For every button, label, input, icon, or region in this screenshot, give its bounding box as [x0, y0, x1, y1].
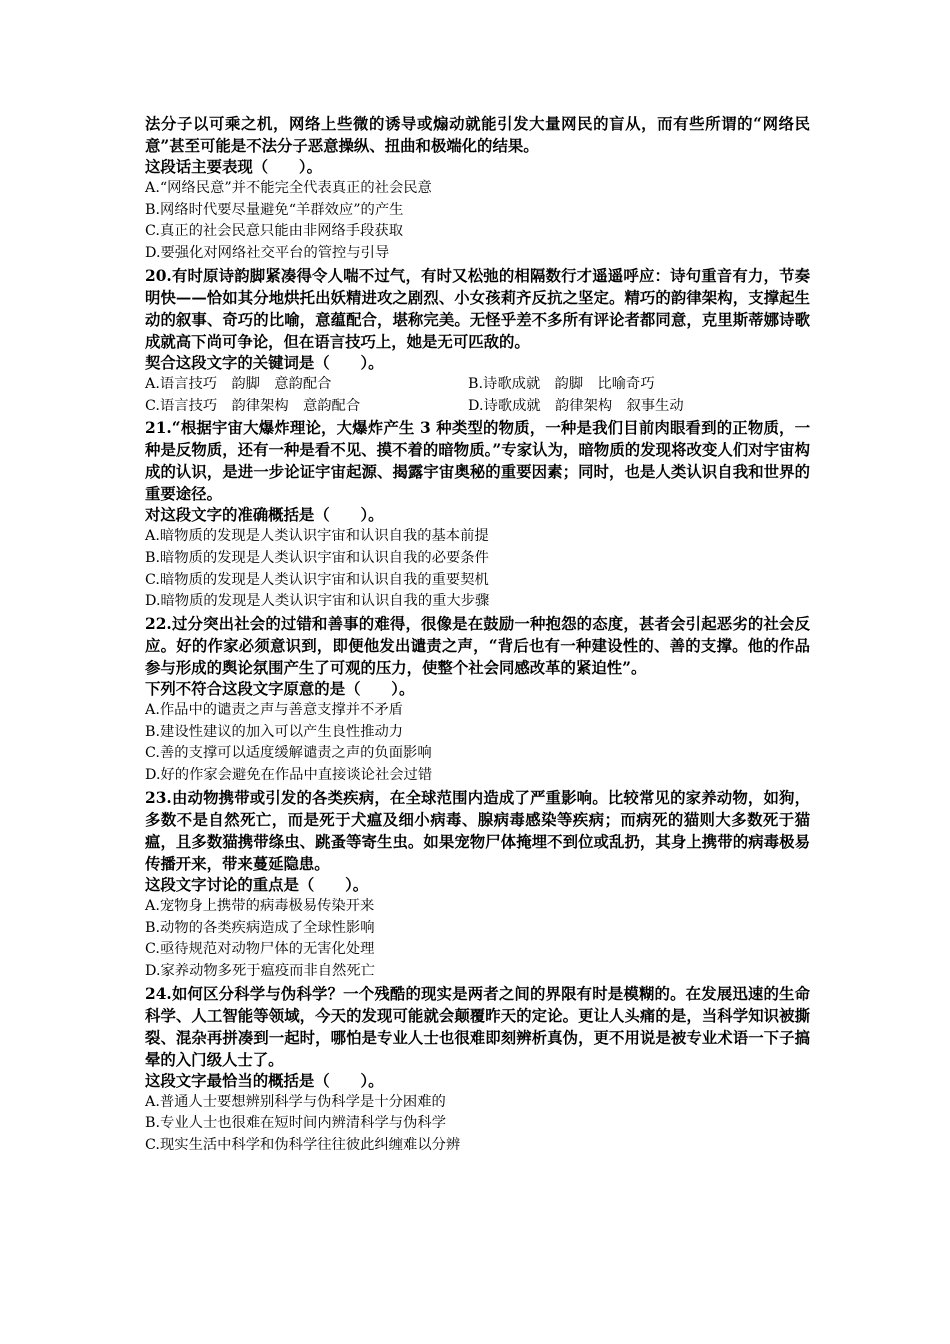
question-stem: 21.“根据宇宙大爆炸理论，大爆炸产生 3 种类型的物质，一种是我们目前肉眼看到的正物质，一种是反物质，还有一种是看不见、摸不着的暗物质。”专家认为，暗物质的发现将改变人们对宇宙构成的认识，是进一步论证宇宙起源、揭露宇宙奥秘的重要因素；同时，也是人类认识自我和世界的重要途径。 — [145, 419, 810, 504]
question-prompt: 这段话主要表现（ ）。 — [145, 158, 322, 176]
option-c: C.真正的社会民意只能由非网络手段获取 — [145, 223, 404, 240]
option-c: C.善的支撑可以适度缓解谴责之声的负面影响 — [145, 745, 432, 762]
option-a: A.“网络民意”并不能完全代表真正的社会民意 — [145, 180, 432, 196]
question-prompt: 下列不符合这段文字原意的是（ ）。 — [145, 680, 415, 699]
question-22 — [145, 613, 810, 787]
option-b: B.网络时代要尽量避免“羊群效应”的产生 — [145, 201, 404, 218]
option-b: B.诗歌成就 韵脚 比喻奇巧 — [468, 375, 655, 392]
question-21 — [145, 417, 810, 613]
question-prompt: 这段文字讨论的重点是（ ）。 — [145, 875, 369, 894]
question-20 — [145, 265, 810, 417]
question-stem: 22.过分突出社会的过错和善事的难得，很像是在鼓励一种抱怨的态度，甚者会引起恶劣的社会反应。好的作家必须意识到，即便他发出谴责之声，“背后也有一种建设性的、善的支撑。他的作品参与形成的舆论氛围产生了可观的压力，使整个社会同感改革的紧迫性”。 — [145, 615, 810, 678]
option-c: C.暗物质的发现是人类认识宇宙和认识自我的重要契机 — [145, 571, 489, 588]
question-24 — [145, 983, 810, 1157]
option-b: B.专业人士也很难在短时间内辨清科学与伪科学 — [145, 1115, 446, 1132]
option-d: D.好的作家会避免在作品中直接谈论社会过错 — [145, 767, 433, 784]
question-prompt: 这段文字最恰当的概括是（ ）。 — [145, 1071, 384, 1090]
options-row — [145, 374, 810, 396]
option-a: A.宠物身上携带的病毒极易传染开来 — [145, 897, 375, 914]
option-d: D.诗歌成就 韵律架构 叙事生动 — [468, 397, 684, 414]
option-c: C.语言技巧 韵律架构 意韵配合 — [145, 397, 361, 414]
question-prompt: 契合这段文字的关键词是（ ）。 — [145, 353, 384, 372]
question-stem: 23.由动物携带或引发的各类疾病，在全球范围内造成了严重影响。比较常见的家养动物，如狗，多数不是自然死亡，而是死于犬瘟及细小病毒、腺病毒感染等疾病；而病死的猫则大多数死于猫瘟，且多数猫携带绦虫、跳蚤等寄生虫。如果宠物尸体掩埋不到位或乱扔，其身上携带的病毒极易传播开来，带来蔓延隐患。 — [145, 788, 810, 873]
question-prompt: 对这段文字的准确概括是（ ）。 — [145, 506, 384, 525]
option-b: B.暗物质的发现是人类认识宇宙和认识自我的必要条件 — [145, 549, 489, 566]
option-a: A.暗物质的发现是人类认识宇宙和认识自我的基本前提 — [145, 528, 489, 545]
question-19-continued — [145, 113, 810, 265]
question-stem: 24.如何区分科学与伪科学？一个残酷的现实是两者之间的界限有时是模糊的。在发展迅速的生命科学、人工智能等领域，今天的发现可能就会颠覆昨天的定论。更让人头痛的是，当科学知识被撕裂、混杂再拼凑到一起时，哪怕是专业人士也很难即刻辨析真伪，更不用说是被专业术语一下子搞晕的入门级人士了。 — [145, 984, 810, 1069]
question-23 — [145, 787, 810, 983]
document-page — [145, 113, 810, 1157]
options-row — [145, 396, 810, 418]
option-d: D.家养动物多死于瘟疫而非自然死亡 — [145, 962, 375, 979]
option-a: A.普通人士要想辨别科学与伪科学是十分困难的 — [145, 1093, 446, 1110]
option-a: A.语言技巧 韵脚 意韵配合 — [145, 375, 332, 392]
question-stem: 20.有时原诗韵脚紧凑得令人喘不过气，有时又松弛的相隔数行才遥遥呼应：诗句重音有力，节奏明快——恰如其分地烘托出妖精进攻之剧烈、小女孩莉齐反抗之坚定。精巧的韵律架构，支撑起生动的叙事、奇巧的比喻，意蕴配合，堪称完美。无怪乎差不多所有评论者都同意，克里斯蒂娜诗歌成就高下尚可争论，但在语言技巧上，她是无可匹敌的。 — [145, 266, 810, 351]
option-d: D.要强化对网络社交平台的管控与引导 — [145, 245, 390, 262]
option-c: C.现实生活中科学和伪科学往往彼此纠缠难以分辨 — [145, 1137, 461, 1154]
option-c: C.亟待规范对动物尸体的无害化处理 — [145, 941, 375, 958]
option-b: B.动物的各类疾病造成了全球性影响 — [145, 919, 375, 936]
option-d: D.暗物质的发现是人类认识宇宙和认识自我的重大步骤 — [145, 593, 490, 610]
question-stem: 法分子以可乘之机，网络上些微的诱导或煽动就能引发大量网民的盲从，而有些所谓的“网络民意”甚至可能是不法分子恶意操纵、扭曲和极端化的结果。 — [145, 115, 810, 155]
option-a: A.作品中的谴责之声与善意支撑并不矛盾 — [145, 702, 403, 719]
option-b: B.建设性建议的加入可以产生良性推动力 — [145, 723, 404, 740]
